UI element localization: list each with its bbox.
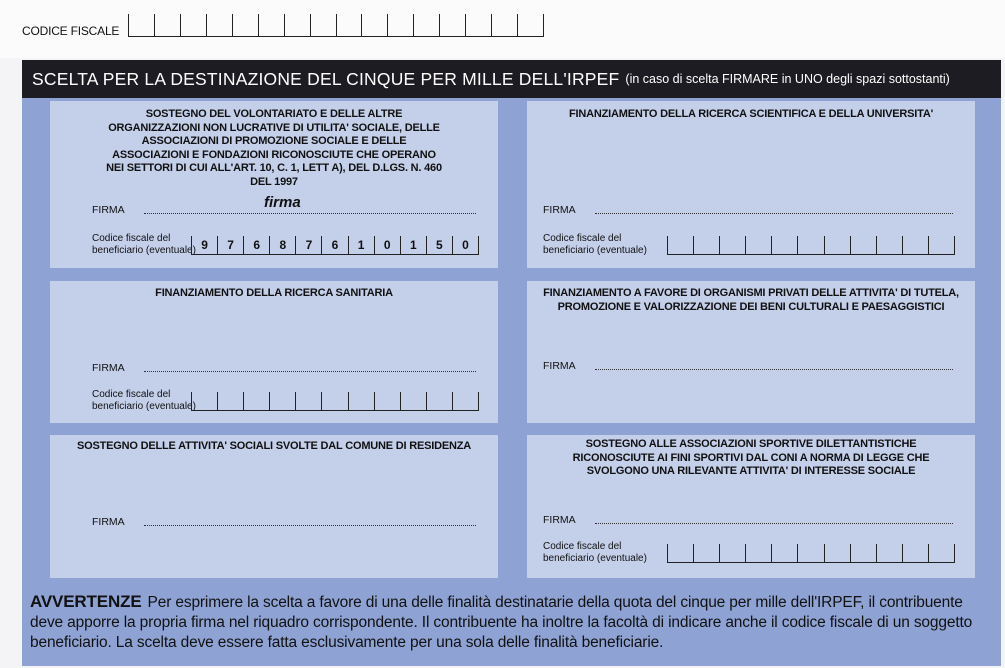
beneficiary-code-digit[interactable]: 7	[217, 236, 243, 254]
beneficiary-code-digit[interactable]: 1	[400, 236, 426, 254]
beneficiary-code-digit[interactable]	[269, 392, 295, 410]
panel-associazioni-sportive	[527, 435, 975, 578]
beneficiary-code-input[interactable]	[191, 236, 479, 255]
beneficiary-code-digit[interactable]	[797, 236, 823, 254]
beneficiary-label	[543, 233, 663, 257]
beneficiary-code-digit[interactable]: 1	[348, 236, 374, 254]
codice-fiscale-box[interactable]	[336, 14, 362, 36]
panel-comune-residenza	[50, 435, 498, 578]
avvertenze-title: AVVERTENZE	[30, 592, 142, 611]
beneficiary-code-digit[interactable]: 6	[243, 236, 269, 254]
avvertenze-text: Per esprimere la scelta a favore di una delle finalità destinatarie della quota del cinque per mille dell'IRPEF, il contribuente deve apporre la propria firma nel riquadro corrispondente. Il contribuente ha inoltre la facoltà di indicare anche il codice fiscale di un soggetto beneficiario. La scelta deve essere fatta esclusivamente per una sola delle finalità beneficiarie.	[30, 594, 973, 651]
beneficiary-label-line2: beneficiario (eventuale)	[92, 401, 196, 412]
signature-value: firma	[264, 194, 301, 211]
codice-fiscale-box[interactable]	[180, 14, 206, 36]
firma-field[interactable]	[92, 360, 476, 374]
panel-title: SOSTEGNO ALLE ASSOCIAZIONI SPORTIVE DILETTANTISTICHE RICONOSCIUTE AI FINI SPORTIVI DAL CONI A NORMA DI LEGGE CHE SVOLGONO UNA RILEVANTE ATTIVITA' DI INTERESSE SOCIALE	[572, 438, 930, 477]
beneficiary-code-digit[interactable]	[693, 544, 719, 562]
beneficiary-code-input[interactable]	[191, 392, 479, 411]
panel-ricerca-sanitaria	[50, 281, 498, 423]
section-title: SCELTA PER LA DESTINAZIONE DEL CINQUE PER MILLE DELL'IRPEF	[32, 68, 620, 89]
beneficiary-code-digit[interactable]	[797, 544, 823, 562]
beneficiary-code-digit[interactable]	[719, 544, 745, 562]
beneficiary-code-digit[interactable]	[902, 544, 928, 562]
beneficiary-code-digit[interactable]	[719, 236, 745, 254]
beneficiary-label-line2: beneficiario (eventuale)	[543, 245, 647, 256]
firma-line	[144, 194, 476, 214]
panel-title: SOSTEGNO DELLE ATTIVITA' SOCIALI SVOLTE DAL COMUNE DI RESIDENZA	[77, 440, 471, 452]
firma-label: FIRMA	[543, 204, 576, 216]
codice-fiscale-box[interactable]	[154, 14, 180, 36]
beneficiary-code-digit[interactable]	[667, 544, 693, 562]
beneficiary-label-line1: Codice fiscale del	[543, 233, 622, 244]
codice-fiscale-box[interactable]	[491, 14, 517, 36]
codice-fiscale-box[interactable]	[310, 14, 336, 36]
panel-title: SOSTEGNO DEL VOLONTARIATO E DELLE ALTRE ORGANIZZAZIONI NON LUCRATIVE DI UTILITA' SOCIALE, DELLE ASSOCIAZIONI DI PROMOZIONE SOCIALE E DELLE ASSOCIAZIONI E FONDAZIONI RICONOSCIUTE CHE OPERANO NEI SETTORI DI CUI ALL'ART. 10, C. 1, LETT A), DEL D.LGS. N. 460 DEL 1997	[106, 108, 442, 188]
codice-fiscale-box[interactable]	[206, 14, 232, 36]
beneficiary-code-digit[interactable]	[745, 544, 771, 562]
beneficiary-code-digit[interactable]	[667, 236, 693, 254]
codice-fiscale-box[interactable]	[258, 14, 284, 36]
beneficiary-code-digit[interactable]	[771, 544, 797, 562]
beneficiary-code-digit[interactable]	[348, 392, 374, 410]
firma-field[interactable]	[543, 358, 953, 372]
codice-fiscale-box[interactable]	[128, 14, 154, 36]
firma-field[interactable]	[92, 194, 476, 216]
firma-line	[595, 521, 953, 524]
beneficiary-code-digit[interactable]	[876, 544, 902, 562]
beneficiary-code-digit[interactable]	[850, 544, 876, 562]
beneficiary-code-digit[interactable]: 0	[374, 236, 400, 254]
codice-fiscale-box[interactable]	[361, 14, 387, 36]
beneficiary-code-digit[interactable]	[771, 236, 797, 254]
beneficiary-code-digit[interactable]	[876, 236, 902, 254]
beneficiary-code-input[interactable]	[667, 236, 955, 255]
panel-title: FINANZIAMENTO DELLA RICERCA SANITARIA	[155, 287, 393, 299]
beneficiary-code-digit[interactable]	[452, 392, 479, 410]
codice-fiscale-box[interactable]	[284, 14, 310, 36]
beneficiary-code-digit[interactable]	[321, 392, 347, 410]
panel-title: FINANZIAMENTO DELLA RICERCA SCIENTIFICA E DELLA UNIVERSITA'	[569, 108, 933, 120]
firma-label: FIRMA	[92, 362, 125, 374]
firma-line	[595, 211, 953, 214]
codice-fiscale-box[interactable]	[439, 14, 465, 36]
beneficiary-code-input[interactable]	[667, 544, 955, 563]
beneficiary-code-digit[interactable]: 6	[321, 236, 347, 254]
beneficiary-code-digit[interactable]	[745, 236, 771, 254]
firma-line	[595, 367, 953, 370]
section-note: (in caso di scelta FIRMARE in UNO degli spazi sottostanti)	[625, 72, 950, 86]
firma-line	[144, 523, 476, 526]
beneficiary-code-digit[interactable]	[400, 392, 426, 410]
firma-field[interactable]	[92, 514, 476, 528]
codice-fiscale-box[interactable]	[465, 14, 491, 36]
firma-field[interactable]	[543, 512, 953, 526]
beneficiary-code-digit[interactable]: 0	[452, 236, 479, 254]
beneficiary-code-digit[interactable]	[902, 236, 928, 254]
codice-fiscale-box[interactable]	[517, 14, 544, 36]
codice-fiscale-box[interactable]	[387, 14, 413, 36]
section-header	[22, 60, 1001, 98]
beneficiary-code-digit[interactable]	[243, 392, 269, 410]
firma-label: FIRMA	[543, 360, 576, 372]
codice-fiscale-input[interactable]	[128, 14, 544, 37]
beneficiary-code-digit[interactable]: 7	[295, 236, 321, 254]
beneficiary-code-digit[interactable]	[693, 236, 719, 254]
beneficiary-label-line2: beneficiario (eventuale)	[92, 245, 196, 256]
panel-volontariato	[50, 101, 498, 268]
beneficiary-code-digit[interactable]: 9	[191, 236, 217, 254]
beneficiary-code-digit[interactable]	[850, 236, 876, 254]
panel-ricerca-scientifica	[527, 101, 975, 268]
firma-field[interactable]	[543, 202, 953, 216]
beneficiary-code-digit[interactable]	[928, 544, 955, 562]
beneficiary-label	[543, 541, 663, 565]
beneficiary-code-digit[interactable]	[295, 392, 321, 410]
beneficiary-label-line2: beneficiario (eventuale)	[543, 553, 647, 564]
beneficiary-label-line1: Codice fiscale del	[92, 233, 171, 244]
beneficiary-code-digit[interactable]	[217, 392, 243, 410]
firma-line	[144, 369, 476, 372]
panel-title: FINANZIAMENTO A FAVORE DI ORGANISMI PRIVATI DELLE ATTIVITA' DI TUTELA, PROMOZIONE E VALORIZZAZIONE DEI BENI CULTURALI E PAESAGGISTICI	[543, 287, 959, 313]
beneficiary-code-digit[interactable]	[374, 392, 400, 410]
beneficiary-label-line1: Codice fiscale del	[92, 389, 171, 400]
beneficiary-label-line1: Codice fiscale del	[543, 541, 622, 552]
panel-beni-culturali	[527, 281, 975, 423]
beneficiary-code-digit[interactable]: 5	[426, 236, 452, 254]
beneficiary-code-digit[interactable]	[824, 544, 850, 562]
firma-label: FIRMA	[543, 514, 576, 526]
codice-fiscale-box[interactable]	[232, 14, 258, 36]
firma-label: FIRMA	[92, 516, 125, 528]
beneficiary-code-digit[interactable]	[928, 236, 955, 254]
firma-label: FIRMA	[92, 204, 125, 216]
beneficiary-code-digit[interactable]	[824, 236, 850, 254]
avvertenze-notice	[30, 592, 995, 653]
codice-fiscale-label: CODICE FISCALE	[22, 24, 120, 38]
codice-fiscale-box[interactable]	[413, 14, 439, 36]
beneficiary-code-digit[interactable]	[191, 392, 217, 410]
beneficiary-code-digit[interactable]: 8	[269, 236, 295, 254]
beneficiary-code-digit[interactable]	[426, 392, 452, 410]
